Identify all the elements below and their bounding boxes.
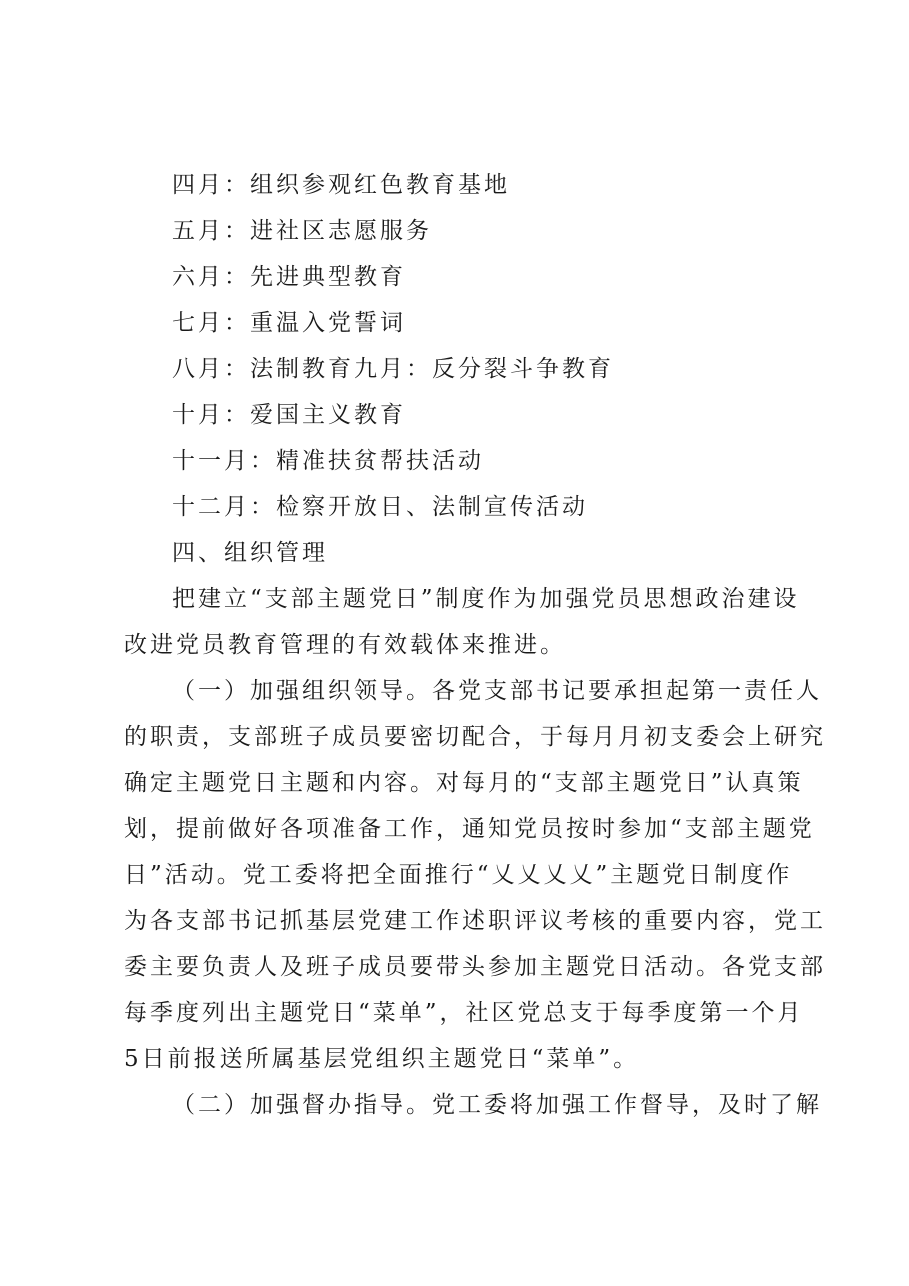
month-item-may: 五月：进社区志愿服务 (172, 218, 432, 244)
month-item-october: 十月：爱国主义教育 (172, 402, 406, 428)
month-item-july: 七月：重温入党誓词 (172, 310, 406, 336)
month-item-november: 十一月：精准扶贫帮扶活动 (172, 448, 484, 474)
paragraph-line: 每季度列出主题党日“菜单”，社区党总支于每季度第一个月 (124, 1000, 804, 1026)
intro-line: 改进党员教育管理的有效载体来推进。 (124, 632, 566, 658)
month-item-april: 四月：组织参观红色教育基地 (172, 172, 510, 198)
month-item-august-september: 八月：法制教育九月：反分裂斗争教育 (172, 356, 614, 382)
paragraph-line: 日”活动。党工委将把全面推行“乂乂乂乂”主题党日制度作 (124, 862, 793, 888)
month-item-june: 六月：先进典型教育 (172, 264, 406, 290)
paragraph-line: 为各支部书记抓基层党建工作述职评议考核的重要内容，党工 (124, 908, 826, 934)
intro-line: 把建立“支部主题党日”制度作为加强党员思想政治建设 (172, 586, 800, 612)
month-item-december: 十二月：检察开放日、法制宣传活动 (172, 494, 588, 520)
paragraph-line: 委主要负责人及班子成员要带头参加主题党日活动。各党支部 (124, 954, 826, 980)
section-heading: 四、组织管理 (172, 540, 328, 566)
paragraph-line: 的职责，支部班子成员要密切配合，于每月月初支委会上研究 (124, 724, 826, 750)
paragraph-line: 确定主题党日主题和内容。对每月的“支部主题党日”认真策 (124, 770, 804, 796)
paragraph-line: 5日前报送所属基层党组织主题党日“菜单”。 (124, 1046, 640, 1072)
paragraph-line: （一）加强组织领导。各党支部书记要承担起第一责任人 (172, 678, 822, 704)
paragraph-line: 划，提前做好各项准备工作，通知党员按时参加“支部主题党 (124, 816, 815, 842)
paragraph-line: （二）加强督办指导。党工委将加强工作督导，及时了解 (172, 1092, 822, 1118)
